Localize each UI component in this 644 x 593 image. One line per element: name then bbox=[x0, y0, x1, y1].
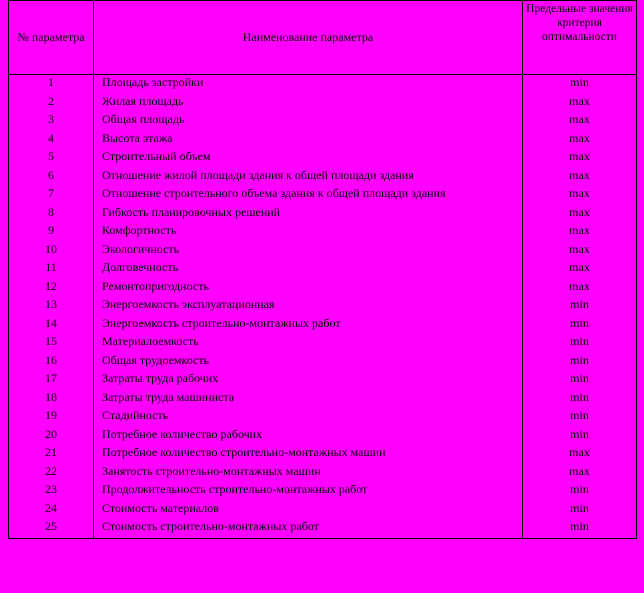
table-row bbox=[9, 112, 637, 131]
table-row bbox=[9, 519, 637, 538]
table-row bbox=[9, 408, 637, 427]
table-row bbox=[9, 205, 637, 224]
row-number: 1 bbox=[9, 75, 94, 94]
row-number: 16 bbox=[9, 353, 94, 372]
row-number: 9 bbox=[9, 223, 94, 242]
table-row bbox=[9, 371, 637, 390]
row-criterion-value: min bbox=[523, 316, 637, 335]
row-parameter-name: Энергоемкость строительно-монтажных работ bbox=[94, 316, 523, 335]
row-number: 13 bbox=[9, 297, 94, 316]
row-criterion-value: max bbox=[523, 242, 637, 261]
row-parameter-name: Высота этажа bbox=[94, 131, 523, 150]
row-number: 21 bbox=[9, 445, 94, 464]
table-body bbox=[9, 75, 637, 539]
table-row bbox=[9, 353, 637, 372]
row-parameter-name: Отношение жилой площади здания к общей площади здания bbox=[94, 168, 523, 187]
row-parameter-name: Площадь застройки bbox=[94, 75, 523, 94]
row-number: 17 bbox=[9, 371, 94, 390]
row-number: 7 bbox=[9, 186, 94, 205]
row-criterion-value: min bbox=[523, 371, 637, 390]
table-row bbox=[9, 482, 637, 501]
row-parameter-name: Общая площадь bbox=[94, 112, 523, 131]
row-number: 4 bbox=[9, 131, 94, 150]
row-parameter-name: Комфортность bbox=[94, 223, 523, 242]
row-criterion-value: max bbox=[523, 112, 637, 131]
row-criterion-value: max bbox=[523, 464, 637, 483]
row-criterion-value: min bbox=[523, 482, 637, 501]
row-criterion-value: min bbox=[523, 427, 637, 446]
row-parameter-name: Потребное количество строительно-монтажных машин bbox=[94, 445, 523, 464]
table-row bbox=[9, 94, 637, 113]
row-number: 22 bbox=[9, 464, 94, 483]
row-parameter-name: Общая трудоемкость bbox=[94, 353, 523, 372]
row-number: 6 bbox=[9, 168, 94, 187]
table-row bbox=[9, 501, 637, 520]
table-row bbox=[9, 427, 637, 446]
row-parameter-name: Материалоемкость bbox=[94, 334, 523, 353]
table-row bbox=[9, 390, 637, 409]
row-parameter-name: Занятость строительно-монтажных машин bbox=[94, 464, 523, 483]
table-row bbox=[9, 316, 637, 335]
row-criterion-value: max bbox=[523, 445, 637, 464]
row-criterion-value: min bbox=[523, 501, 637, 520]
row-number: 24 bbox=[9, 501, 94, 520]
table-row bbox=[9, 334, 637, 353]
row-number: 12 bbox=[9, 279, 94, 298]
row-number: 23 bbox=[9, 482, 94, 501]
header-row bbox=[9, 1, 637, 75]
row-criterion-value: max bbox=[523, 279, 637, 298]
table-row bbox=[9, 131, 637, 150]
header-criterion: Предельные значения критерия оптимальности bbox=[523, 1, 637, 75]
parameter-table-container bbox=[8, 0, 636, 585]
row-criterion-value: max bbox=[523, 149, 637, 168]
row-criterion-value: max bbox=[523, 205, 637, 224]
row-parameter-name: Ремонтопригодность bbox=[94, 279, 523, 298]
row-criterion-value: min bbox=[523, 75, 637, 94]
row-criterion-value: min bbox=[523, 353, 637, 372]
row-parameter-name: Затраты труда рабочих bbox=[94, 371, 523, 390]
row-number: 25 bbox=[9, 519, 94, 538]
row-number: 20 bbox=[9, 427, 94, 446]
table-header bbox=[9, 1, 637, 75]
row-parameter-name: Стадийность bbox=[94, 408, 523, 427]
table-row bbox=[9, 186, 637, 205]
row-parameter-name: Отношение строительного объема здания к общей площади здания bbox=[94, 186, 523, 205]
row-number: 15 bbox=[9, 334, 94, 353]
row-criterion-value: min bbox=[523, 519, 637, 538]
table-row bbox=[9, 168, 637, 187]
row-number: 2 bbox=[9, 94, 94, 113]
row-parameter-name: Затраты труда машиниста bbox=[94, 390, 523, 409]
table-row bbox=[9, 445, 637, 464]
row-number: 14 bbox=[9, 316, 94, 335]
row-criterion-value: max bbox=[523, 260, 637, 279]
row-number: 5 bbox=[9, 149, 94, 168]
row-criterion-value: max bbox=[523, 131, 637, 150]
row-criterion-value: min bbox=[523, 334, 637, 353]
row-parameter-name: Стоимость строительно-монтажных работ bbox=[94, 519, 523, 538]
row-parameter-name: Гибкость планировочных решений bbox=[94, 205, 523, 224]
row-criterion-value: min bbox=[523, 297, 637, 316]
table-row bbox=[9, 223, 637, 242]
header-number: № параметра bbox=[9, 1, 94, 75]
row-parameter-name: Энергоемкость эксплуатационная bbox=[94, 297, 523, 316]
row-parameter-name: Долговечность bbox=[94, 260, 523, 279]
row-parameter-name: Жилая площадь bbox=[94, 94, 523, 113]
table-row bbox=[9, 297, 637, 316]
row-criterion-value: max bbox=[523, 223, 637, 242]
row-criterion-value: max bbox=[523, 186, 637, 205]
row-criterion-value: min bbox=[523, 390, 637, 409]
row-parameter-name: Потребное количество рабочих bbox=[94, 427, 523, 446]
table-row bbox=[9, 242, 637, 261]
header-name: Наименование параметра bbox=[94, 1, 523, 75]
row-number: 10 bbox=[9, 242, 94, 261]
row-number: 11 bbox=[9, 260, 94, 279]
row-criterion-value: min bbox=[523, 408, 637, 427]
row-parameter-name: Продолжительность строительно-монтажных работ bbox=[94, 482, 523, 501]
row-parameter-name: Стоимость материалов bbox=[94, 501, 523, 520]
row-number: 8 bbox=[9, 205, 94, 224]
table-row bbox=[9, 260, 637, 279]
row-parameter-name: Строительный объем bbox=[94, 149, 523, 168]
row-number: 3 bbox=[9, 112, 94, 131]
row-number: 18 bbox=[9, 390, 94, 409]
table-row bbox=[9, 464, 637, 483]
row-criterion-value: max bbox=[523, 94, 637, 113]
table-row bbox=[9, 149, 637, 168]
parameter-table bbox=[8, 0, 637, 539]
table-row bbox=[9, 279, 637, 298]
row-number: 19 bbox=[9, 408, 94, 427]
row-parameter-name: Экологичность bbox=[94, 242, 523, 261]
row-criterion-value: max bbox=[523, 168, 637, 187]
table-row bbox=[9, 75, 637, 94]
